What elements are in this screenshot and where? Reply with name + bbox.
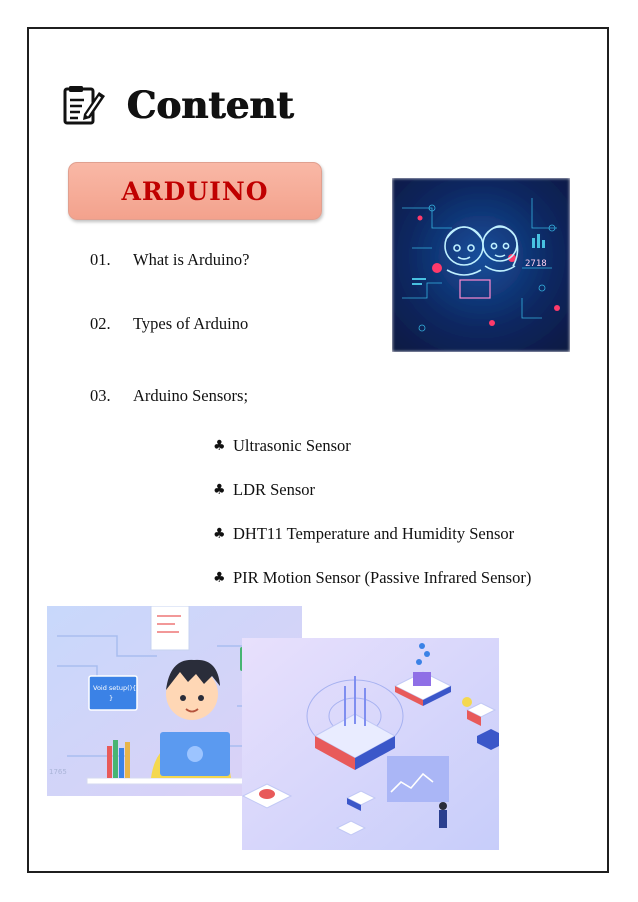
sensor-item-text: Ultrasonic Sensor xyxy=(233,436,351,455)
list-item-number: 03. xyxy=(90,386,111,405)
list-item-number: 02. xyxy=(90,314,111,333)
club-bullet-icon: ♣ xyxy=(213,438,226,454)
svg-text:}: } xyxy=(109,694,114,702)
club-bullet-icon: ♣ xyxy=(213,526,226,542)
club-bullet-icon: ♣ xyxy=(213,482,226,498)
sensor-list xyxy=(213,436,531,612)
corner-number: 1765 xyxy=(49,768,67,776)
code-window-text: Void setup(){ xyxy=(93,684,137,692)
document-pencil-icon xyxy=(62,84,106,126)
list-item xyxy=(90,250,249,270)
circuit-kids-image xyxy=(392,178,570,352)
sensor-item xyxy=(213,524,531,568)
list-item-text: Arduino Sensors; xyxy=(133,386,249,405)
svg-text:2718: 2718 xyxy=(525,259,547,269)
sensor-item-text: LDR Sensor xyxy=(233,480,316,499)
list-item-number: 01. xyxy=(90,250,111,269)
club-bullet-icon: ♣ xyxy=(213,570,226,586)
list-item xyxy=(90,386,248,406)
sensor-item xyxy=(213,480,531,524)
sensor-item-text: DHT11 Temperature and Humidity Sensor xyxy=(233,524,515,543)
list-item-text: Types of Arduino xyxy=(133,314,249,333)
list-item-text: What is Arduino? xyxy=(133,250,250,269)
section-banner xyxy=(68,162,322,220)
sensor-item-text: PIR Motion Sensor (Passive Infrared Sensor) xyxy=(233,568,532,587)
list-item xyxy=(90,314,248,334)
page-title: Content xyxy=(127,83,295,127)
sensor-item xyxy=(213,436,531,480)
section-banner-label: ARDUINO xyxy=(121,176,269,206)
arduino-coding-illustration xyxy=(47,606,499,850)
